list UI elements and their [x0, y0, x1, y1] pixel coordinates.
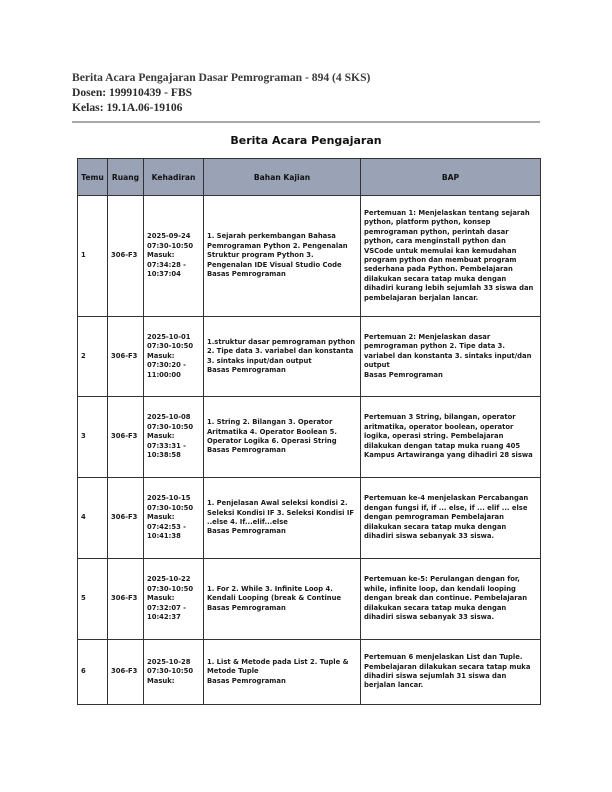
cell-kehadiran: 2025-10-22 07:30-10:50 Masuk: 07:32:07 - 10:42:37: [144, 559, 204, 640]
cell-kehadiran: 2025-10-28 07:30-10:50 Masuk:: [144, 640, 204, 705]
cell-kehadiran: 2025-09-24 07:30-10:50 Masuk: 07:34:28 - 10:37:04: [144, 196, 204, 317]
cell-ruang: 306-F3: [108, 478, 144, 559]
cell-bahan-kajian: 1. Sejarah perkembangan Bahasa Pemrograman Python 2. Pengenalan Struktur program Python 3. Pengenalan IDE Visual Studio Code Basas Pemrograman: [204, 196, 361, 317]
cell-kehadiran: 2025-10-15 07:30-10:50 Masuk: 07:42:53 - 10:41:38: [144, 478, 204, 559]
cell-temu: 5: [78, 559, 108, 640]
column-header-temu: Temu: [78, 159, 108, 196]
cell-bap: Pertemuan ke-4 menjelaskan Percabangan dengan fungsi if, if ... else, if ... elif ... else dengan pemrograman Pembelajaran dilakukan secara tatap muka dengan dihadiri siswa sebanyak 33 siswa.: [361, 478, 541, 559]
cell-bahan-kajian: 1. String 2. Bilangan 3. Operator Aritmatika 4. Operator Boolean 5. Operator Logika 6. Operasi String Basas Pemrograman: [204, 397, 361, 478]
cell-ruang: 306-F3: [108, 397, 144, 478]
document-header: [72, 70, 542, 115]
cell-bap: Pertemuan 1: Menjelaskan tentang sejarah python, platform python, konsep pemrograman python, perintah dasar python, cara menginstall python dan VSCode untuk memulai kan kemudahan program python dan membuat program sederhana pada Python. Pembelajaran dilakukan secara tatap muka dengan dihadiri kurang lebih sejumlah 33 siswa dan pembelajaran berjalan lancar.: [361, 196, 541, 317]
class-line: Kelas: 19.1A.06-19106: [72, 101, 183, 114]
column-header-ruang: Ruang: [108, 159, 144, 196]
table-title: Berita Acara Pengajaran: [230, 134, 382, 147]
cell-bahan-kajian: 1.struktur dasar pemrograman python 2. Tipe data 3. variabel dan konstanta 3. sintaks input/dan output Basas Pemrograman: [204, 317, 361, 397]
cell-temu: 4: [78, 478, 108, 559]
cell-ruang: 306-F3: [108, 640, 144, 705]
cell-temu: 3: [78, 397, 108, 478]
cell-temu: 2: [78, 317, 108, 397]
cell-temu: 1: [78, 196, 108, 317]
lecturer-line: Dosen: 199910439 - FBS: [72, 86, 193, 99]
cell-ruang: 306-F3: [108, 559, 144, 640]
table-row: [78, 478, 541, 559]
cell-bap: Pertemuan 2: Menjelaskan dasar pemrograman python 2. Tipe data 3. variabel dan konstanta 3. sintaks input/dan output Basas Pemrograman: [361, 317, 541, 397]
cell-bap: Pertemuan 6 menjelaskan List dan Tuple. Pembelajaran dilakukan secara tatap muka dihadiri siswa sejumlah 31 siswa dan berjalan lancar.: [361, 640, 541, 705]
column-header-bap: BAP: [361, 159, 541, 196]
table-header-row: [78, 159, 541, 196]
cell-ruang: 306-F3: [108, 196, 144, 317]
table-row: [78, 559, 541, 640]
course-title: Berita Acara Pengajaran Dasar Pemrograman - 894 (4 SKS): [72, 71, 371, 84]
cell-bap: Pertemuan 3 String, bilangan, operator aritmatika, operator boolean, operator logika, operasi string. Pembelajaran dilakukan dengan tatap muka ruang 405 Kampus Artawiranga yang dihadiri 28 siswa: [361, 397, 541, 478]
teaching-record-table: [77, 158, 541, 705]
cell-kehadiran: 2025-10-08 07:30-10:50 Masuk: 07:33:31 - 10:38:58: [144, 397, 204, 478]
table-row: [78, 196, 541, 317]
table-row: [78, 640, 541, 705]
column-header-bahan-kajian: Bahan Kajian: [204, 159, 361, 196]
header-divider: [72, 121, 540, 123]
cell-bahan-kajian: 1. List & Metode pada List 2. Tuple & Metode Tuple Basas Pemrograman: [204, 640, 361, 705]
cell-temu: 6: [78, 640, 108, 705]
column-header-kehadiran: Kehadiran: [144, 159, 204, 196]
cell-kehadiran: 2025-10-01 07:30-10:50 Masuk: 07:30:20 - 11:00:00: [144, 317, 204, 397]
table-row: [78, 317, 541, 397]
cell-bap: Pertemuan ke-5: Perulangan dengan for, while, infinite loop, dan kendali looping dengan break dan continue. Pembelajaran dilakukan secara tatap muka dengan dihadiri siswa sebanyak 33 siswa.: [361, 559, 541, 640]
cell-bahan-kajian: 1. For 2. While 3. Infinite Loop 4. Kendali Looping (break & Continue Basas Pemrograman: [204, 559, 361, 640]
cell-bahan-kajian: 1. Penjelasan Awal seleksi kondisi 2. Seleksi Kondisi IF 3. Seleksi Kondisi IF ..else 4. If...elif...else Basas Pemrograman: [204, 478, 361, 559]
cell-ruang: 306-F3: [108, 317, 144, 397]
table-row: [78, 397, 541, 478]
